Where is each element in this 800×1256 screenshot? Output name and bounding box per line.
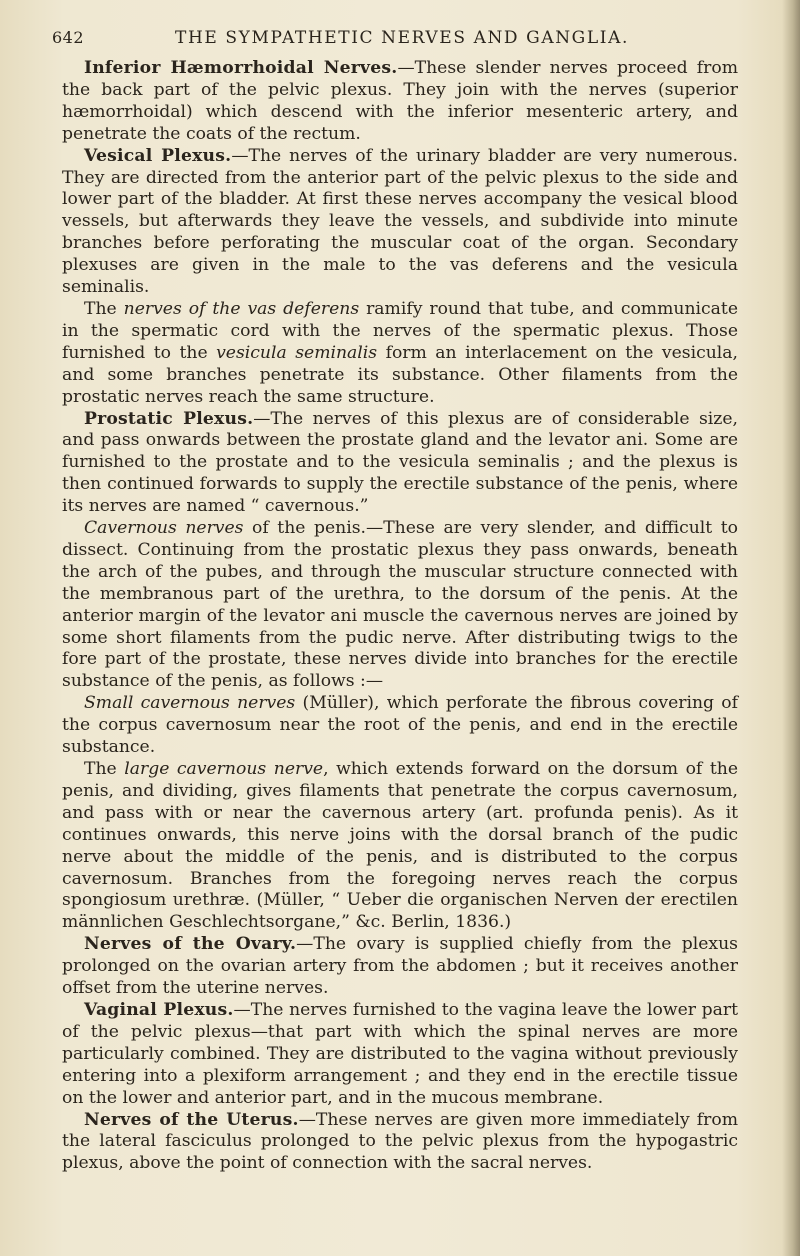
- paragraph-cavernous-nerves: [62, 518, 738, 693]
- paragraph-lead-in: The: [84, 298, 124, 319]
- body-text: [62, 58, 738, 1175]
- paragraph-text: —These nerves are given more immediately from the lateral fasciculus prolonged to the pelvic plexus from the hypogastric plexus, above the point of connection with the sacral nerves.: [62, 1109, 738, 1174]
- running-title: THE SYMPATHETIC NERVES AND GANGLIA.: [175, 28, 629, 48]
- paragraph-text: —The ovary is supplied chiefly from the plexus prolonged on the ovarian artery from the abdomen ; but it receives another offset from the uterine nerves.: [62, 934, 738, 999]
- page-number: 642: [52, 28, 85, 47]
- paragraph-text: —The nerves furnished to the vagina leave the lower part of the pelvic plexus—that part with which the spinal nerves are more particularly combined. They are distributed to the vagina without previously entering into a plexiform arrangement ; and they end in the erectile tissue on the lower and anterior part, and in the mucous membrane.: [62, 999, 738, 1108]
- heading-nerves-uterus: Nerves of the Uterus.: [84, 1109, 299, 1130]
- paragraph-inferior-haemorrhoidal: [62, 58, 738, 146]
- paragraph-prostatic-plexus: [62, 409, 738, 519]
- paragraph-nerves-ovary: [62, 934, 738, 1000]
- paragraph-small-cavernous: [62, 693, 738, 759]
- italic-term: vesicula seminalis: [216, 342, 378, 363]
- paragraph-text: of the penis.—These are very slender, and difficult to dissect. Continuing from the prostatic plexus they pass onwards, beneath the arch of the pubes, and through the muscular structure connected with the membranous part of the urethra, to the dorsum of the penis. At the anterior margin of the levator ani muscle the cavernous nerves are joined by some short filaments from the pudic nerve. After distributing twigs to the fore part of the prostate, these nerves divide into branches for the erectile substance of the penis, as follows :—: [62, 518, 738, 692]
- italic-term: nerves of the vas deferens: [123, 298, 360, 319]
- binding-shadow: [782, 0, 800, 1256]
- paragraph-text: —The nerves of the urinary bladder are very numerous. They are directed from the anterior part of the pelvic plexus to the side and lower part of the bladder. At first these nerves accompany the vesical blood vessels, but afterwards they leave the vessels, and subdivide into minute branches before perforating the muscular coat of the organ. Secondary plexuses are given in the male to the vas deferens and the vesicula seminalis.: [62, 145, 739, 298]
- heading-vaginal-plexus: Vaginal Plexus.: [84, 999, 234, 1020]
- paragraph-large-cavernous: [62, 759, 738, 934]
- heading-prostatic-plexus: Prostatic Plexus.: [84, 408, 254, 429]
- paragraph-vas-deferens: [62, 299, 738, 409]
- paragraph-text: form an interlacement on the vesicula, and some branches penetrate its substance. Other filaments from the prostatic nerves reach the same structure.: [62, 342, 738, 407]
- paragraph-text: ramify round that tube, and communicate in the spermatic cord with the nerves of the spermatic plexus. Those furnished to the: [62, 298, 738, 363]
- italic-term: Small cavernous nerves: [84, 693, 296, 714]
- paragraph-vaginal-plexus: [62, 1000, 738, 1110]
- paragraph-nerves-uterus: [62, 1110, 738, 1176]
- italic-term: large cavernous nerve: [124, 759, 324, 779]
- paragraph-text: (Müller), which perforate the fibrous covering of the corpus cavernosum near the root of the penis, and end in the erectile substance.: [62, 693, 738, 758]
- heading-nerves-ovary: Nerves of the Ovary.: [84, 934, 297, 955]
- paragraph-lead-in: The: [84, 759, 125, 779]
- paragraph-text: , which extends forward on the dorsum of the penis, and dividing, gives filaments that penetrate the corpus cavernosum, and pass with or near the cavernous artery (art. profunda penis). As it continues onwards, this nerve joins with the dorsal branch of the pudic nerve about the middle of the penis, and is distributed to the corpus cavernosum. Branches from the foregoing nerves reach the corpus spongiosum urethræ. (Müller, “ Ueber die organischen Nerven der erectilen männlichen Geschlechtsorgane,” &c. Berlin, 1836.): [62, 759, 738, 933]
- page-header: [52, 18, 752, 58]
- paragraph-text: —These slender nerves proceed from the back part of the pelvic plexus. They join with the nerves (superior hæmorrhoidal) which descend with the inferior mesenteric artery, and penetrate the coats of the rectum.: [62, 58, 739, 144]
- italic-term: Cavernous nerves: [84, 518, 244, 539]
- paragraph-text: —The nerves of this plexus are of considerable size, and pass onwards between the prostate gland and the levator ani. Some are furnished to the prostate and to the vesicula seminalis ; and the plexus is then continued forwards to supply the erectile substance of the penis, where its nerves are named “ cavernous.”: [62, 408, 738, 517]
- heading-vesical-plexus: Vesical Plexus.: [84, 145, 232, 166]
- paragraph-vesical-plexus: [62, 146, 738, 299]
- heading-inferior-haemorrhoidal: Inferior Hæmorrhoidal Nerves.: [84, 58, 398, 78]
